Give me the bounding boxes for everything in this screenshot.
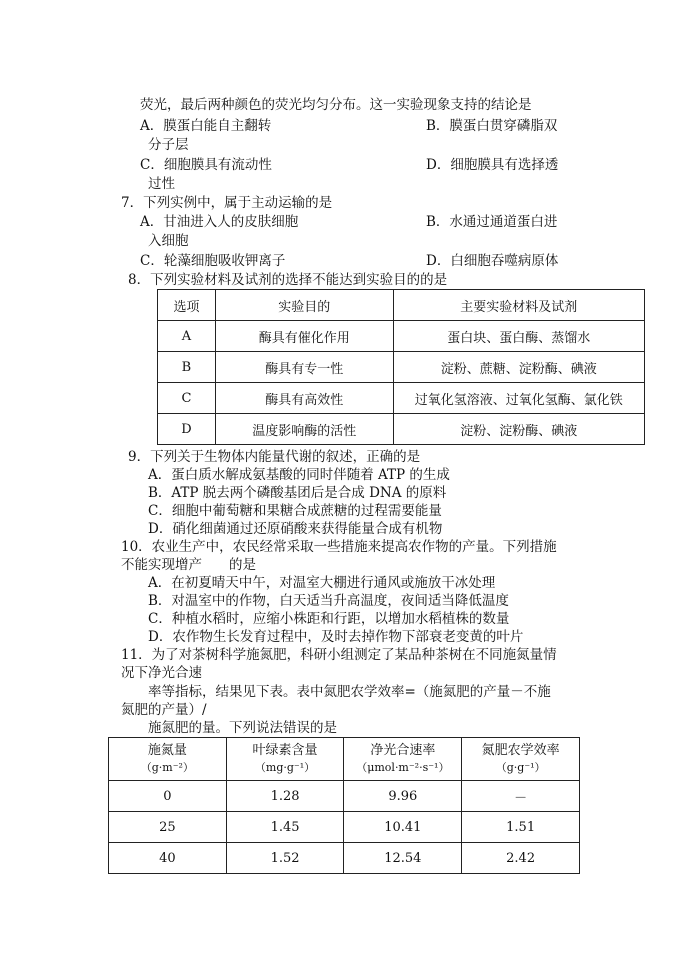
q9-option-a: A．蛋白质水解成氨基酸的同时伴随着 ATP 的生成: [148, 467, 450, 483]
table-row: [158, 352, 645, 383]
q10-option-d: D．农作物生长发育过程中，及时去掉作物下部衰老变黄的叶片: [148, 629, 524, 645]
q7-option-b: B．水通过通道蛋白进: [426, 214, 558, 230]
q7-option-d: D．白细胞吞噬病原体: [426, 253, 559, 269]
q11-stem: 11．为了对茶树科学施氮肥，科研小组测定了某品种茶树在不同施氮量情: [121, 647, 557, 663]
q11-cell: 0: [109, 781, 227, 812]
q8-header-materials: 主要实验材料及试剂: [393, 290, 645, 321]
q9-stem: 9．下列关于生物体内能量代谢的叙述，正确的是: [128, 449, 421, 465]
q8-cell: 酶具有高效性: [215, 383, 393, 414]
q7-stem: 7．下列实例中，属于主动运输的是: [121, 195, 333, 211]
q8-cell: 过氧化氢溶液、过氧化氢酶、氯化铁: [393, 383, 645, 414]
q9-option-c: C．细胞中葡萄糖和果糖合成蔗糖的过程需要能量: [148, 503, 442, 519]
q6-option-b: B．膜蛋白贯穿磷脂双: [426, 118, 558, 134]
q11-stem-cont: 氮肥的产量）/: [121, 702, 207, 718]
q11-header-unit: （g·g⁻¹）: [495, 761, 546, 774]
table-row: [109, 812, 580, 843]
q8-cell: 淀粉、蔗糖、淀粉酶、碘液: [393, 352, 645, 383]
q8-table: [157, 289, 645, 445]
q7-option-a: A．甘油进入人的皮肤细胞: [140, 214, 299, 230]
q11-stem-cont: 率等指标，结果见下表。表中氮肥农学效率=（施氮肥的产量－不施: [148, 684, 551, 700]
q6-option-b-cont: 分子层: [148, 137, 189, 153]
q11-table-header: [109, 738, 580, 781]
q11-header-nitrogen: [109, 738, 227, 781]
table-row: [158, 321, 645, 352]
q6-option-d-cont: 过性: [148, 176, 175, 192]
q11-header-name: 氮肥农学效率: [481, 743, 560, 758]
table-row: [158, 414, 645, 445]
table-row: [109, 843, 580, 874]
q8-cell: A: [158, 321, 216, 352]
q11-header-chlorophyll: [226, 738, 344, 781]
q9-option-b: B．ATP 脱去两个磷酸基团后是合成 DNA 的原料: [148, 485, 447, 501]
q8-cell: D: [158, 414, 216, 445]
q8-cell: C: [158, 383, 216, 414]
q7-option-c: C．轮藻细胞吸收钾离子: [140, 253, 286, 269]
q8-cell: 酶具有专一性: [215, 352, 393, 383]
q8-header-purpose: 实验目的: [215, 290, 393, 321]
q11-cell: 1.28: [226, 781, 344, 812]
q11-cell: 10.41: [344, 812, 462, 843]
q8-header-option: 选项: [158, 290, 216, 321]
q11-stem-cont: 施氮肥的量。下列说法错误的是: [148, 720, 337, 736]
q11-header-name: 叶绿素含量: [252, 743, 318, 758]
q11-header-name: 净光合速率: [370, 743, 436, 758]
q7-option-b-cont: 入细胞: [148, 233, 189, 249]
q11-header-unit: （mg·g⁻¹）: [254, 761, 316, 774]
q11-header-name: 施氮量: [147, 743, 187, 758]
q11-cell: 2.42: [462, 843, 580, 874]
q11-stem-cont: 况下净光合速: [121, 665, 202, 681]
table-row: [158, 383, 645, 414]
q6-option-d: D．细胞膜具有选择透: [426, 157, 559, 173]
q11-cell: 1.51: [462, 812, 580, 843]
q10-option-a: A．在初夏晴天中午，对温室大棚进行通风或施放干冰处理: [148, 575, 496, 591]
q11-cell: 9.96: [344, 781, 462, 812]
q11-cell: 25: [109, 812, 227, 843]
q11-table: [108, 737, 580, 874]
q8-cell: 蛋白块、蛋白酶、蒸馏水: [393, 321, 645, 352]
q10-stem: 10．农业生产中，农民经常采取一些措施来提高农作物的产量。下列措施: [121, 539, 557, 555]
q11-header-efficiency: [462, 738, 580, 781]
q10-option-c: C．种植水稻时，应缩小株距和行距，以增加水稻植株的数量: [148, 611, 510, 627]
q10-option-b: B．对温室中的作物，白天适当升高温度，夜间适当降低温度: [148, 593, 509, 609]
q6-stem-tail: 荧光，最后两种颜色的荧光均匀分布。这一实验现象支持的结论是: [140, 97, 532, 113]
q11-header-unit: （g·m⁻²）: [140, 761, 194, 774]
q9-option-d: D．硝化细菌通过还原硝酸来获得能量合成有机物: [148, 521, 443, 537]
q11-header-photosynthesis: [344, 738, 462, 781]
table-row: [109, 781, 580, 812]
q11-header-unit: （μmol·m⁻²·s⁻¹）: [356, 761, 450, 774]
q11-cell: 12.54: [344, 843, 462, 874]
q11-cell: 1.52: [226, 843, 344, 874]
q10-stem-cont: 不能实现增产 的是: [121, 557, 256, 573]
q8-stem: 8．下列实验材料及试剂的选择不能达到实验目的的是: [128, 272, 448, 288]
q8-cell: B: [158, 352, 216, 383]
q11-cell: 1.45: [226, 812, 344, 843]
q6-option-c: C．细胞膜具有流动性: [140, 157, 272, 173]
q11-cell: －: [462, 781, 580, 812]
q8-cell: 温度影响酶的活性: [215, 414, 393, 445]
q8-cell: 酶具有催化作用: [215, 321, 393, 352]
q11-cell: 40: [109, 843, 227, 874]
q6-option-a: A．膜蛋白能自主翻转: [140, 118, 272, 134]
q8-cell: 淀粉、淀粉酶、碘液: [393, 414, 645, 445]
q8-table-header: [158, 290, 645, 321]
